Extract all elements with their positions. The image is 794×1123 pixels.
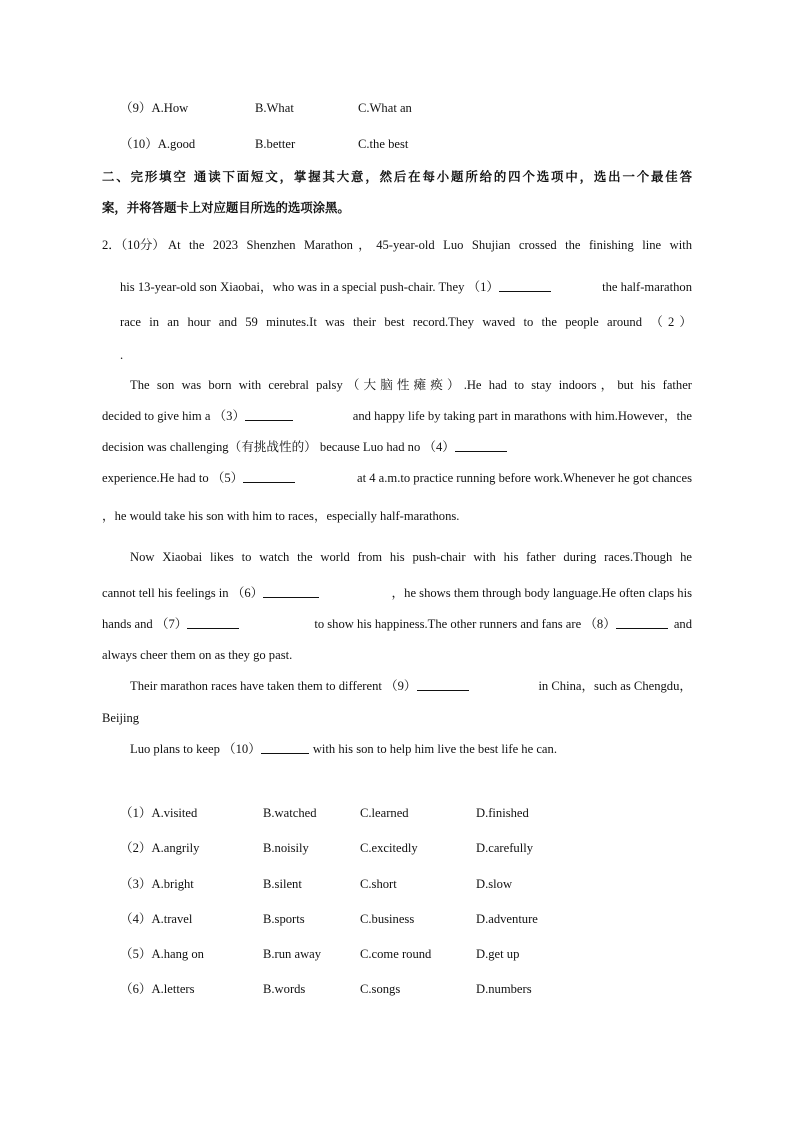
answer-blank-4 [455, 439, 507, 452]
option-a: （6）A.letters [120, 982, 195, 996]
passage-p4-line2: Beijing [102, 711, 140, 725]
answer-blank-1 [499, 279, 551, 292]
option-d: D.get up [476, 947, 520, 961]
option-c: C.excitedly [360, 841, 418, 855]
answer-blank-7 [187, 616, 239, 629]
passage-p2-line3: decision was challenging（有挑战性的） because Luo had no （4） [102, 439, 507, 455]
passage-p3-line3: hands and （7） to show his happiness.The other runners and fans are （8） and [102, 617, 692, 631]
option-a: （5）A.hang on [120, 947, 204, 961]
option-b: B.words [263, 982, 306, 996]
passage-p1-line2: his 13-year-old son Xiaobai，who was in a special push-chair. They （1） the half-marathon [120, 280, 692, 294]
passage-p3-line4: always cheer them on as they go past. [102, 648, 293, 662]
option-b: B.noisily [263, 841, 309, 855]
option-a: （1）A.visited [120, 806, 198, 820]
passage-p3-line1: Now Xiaobai likes to watch the world from his push-chair with his father during races.Though he [130, 550, 692, 564]
answer-blank-3 [245, 408, 293, 421]
option-c: C.business [360, 912, 415, 926]
passage-p2-line5: ，he would take his son with him to races，especially half-marathons. [102, 509, 460, 523]
answer-blank-5 [243, 470, 295, 483]
option-a: （3）A.bright [120, 877, 194, 891]
answer-blank-8 [616, 616, 668, 629]
option-b: B.watched [263, 806, 317, 820]
option-a: （10）A.good [120, 137, 196, 151]
option-c: C.come round [360, 947, 432, 961]
passage-p1-line1: 2．（10分） At the 2023 Shenzhen Marathon，45-year-old Luo Shujian crossed the finishing line with [102, 238, 692, 252]
option-c: C.short [360, 877, 397, 891]
option-a: （2）A.angrily [120, 841, 200, 855]
option-c: C.songs [360, 982, 401, 996]
passage-p2-line4: experience.He had to （5） at 4 a.m.to practice running before work.Whenever he got chances [102, 471, 692, 485]
passage-p1-line4: . [120, 348, 124, 362]
option-b: B.better [255, 137, 296, 151]
option-c: C.the best [358, 137, 409, 151]
passage-p2-line1: The son was born with cerebral palsy（大脑性瘫痪）.He had to stay indoors，but his father [130, 378, 692, 392]
option-d: D.adventure [476, 912, 538, 926]
answer-blank-6 [263, 585, 319, 598]
option-c: C.What an [358, 101, 412, 115]
option-a: （9）A.How [120, 101, 189, 115]
option-d: D.slow [476, 877, 513, 891]
option-b: B.What [255, 101, 294, 115]
option-d: D.finished [476, 806, 529, 820]
option-c: C.learned [360, 806, 409, 820]
answer-blank-9 [417, 678, 469, 691]
passage-p1-line3: race in an hour and 59 minutes.It was their best record.They waved to the people around （2） [120, 315, 692, 329]
option-d: D.carefully [476, 841, 533, 855]
option-a: （4）A.travel [120, 912, 193, 926]
option-b: B.run away [263, 947, 322, 961]
section-heading-line1: 二、完形填空 通读下面短文，掌握其大意，然后在每小题所给的四个选项中，选出一个最佳答 [102, 169, 692, 184]
option-b: B.silent [263, 877, 302, 891]
passage-p4-line1: Their marathon races have taken them to different （9） in China，such as Chengdu， [130, 679, 692, 693]
passage-p2-line2: decided to give him a （3） and happy life by taking part in marathons with him.However，the [102, 409, 692, 423]
section-heading-line2: 案，并将答题卡上对应题目所选的选项涂黑。 [102, 200, 350, 215]
passage-p3-line2: cannot tell his feelings in （6） ，he shows them through body language.He often claps his [102, 586, 692, 600]
answer-blank-10 [261, 741, 309, 754]
passage-p5-line1: Luo plans to keep （10） with his son to help him live the best life he can. [130, 742, 557, 756]
option-d: D.numbers [476, 982, 532, 996]
option-b: B.sports [263, 912, 305, 926]
question-number: 2．（10分） [102, 238, 165, 252]
